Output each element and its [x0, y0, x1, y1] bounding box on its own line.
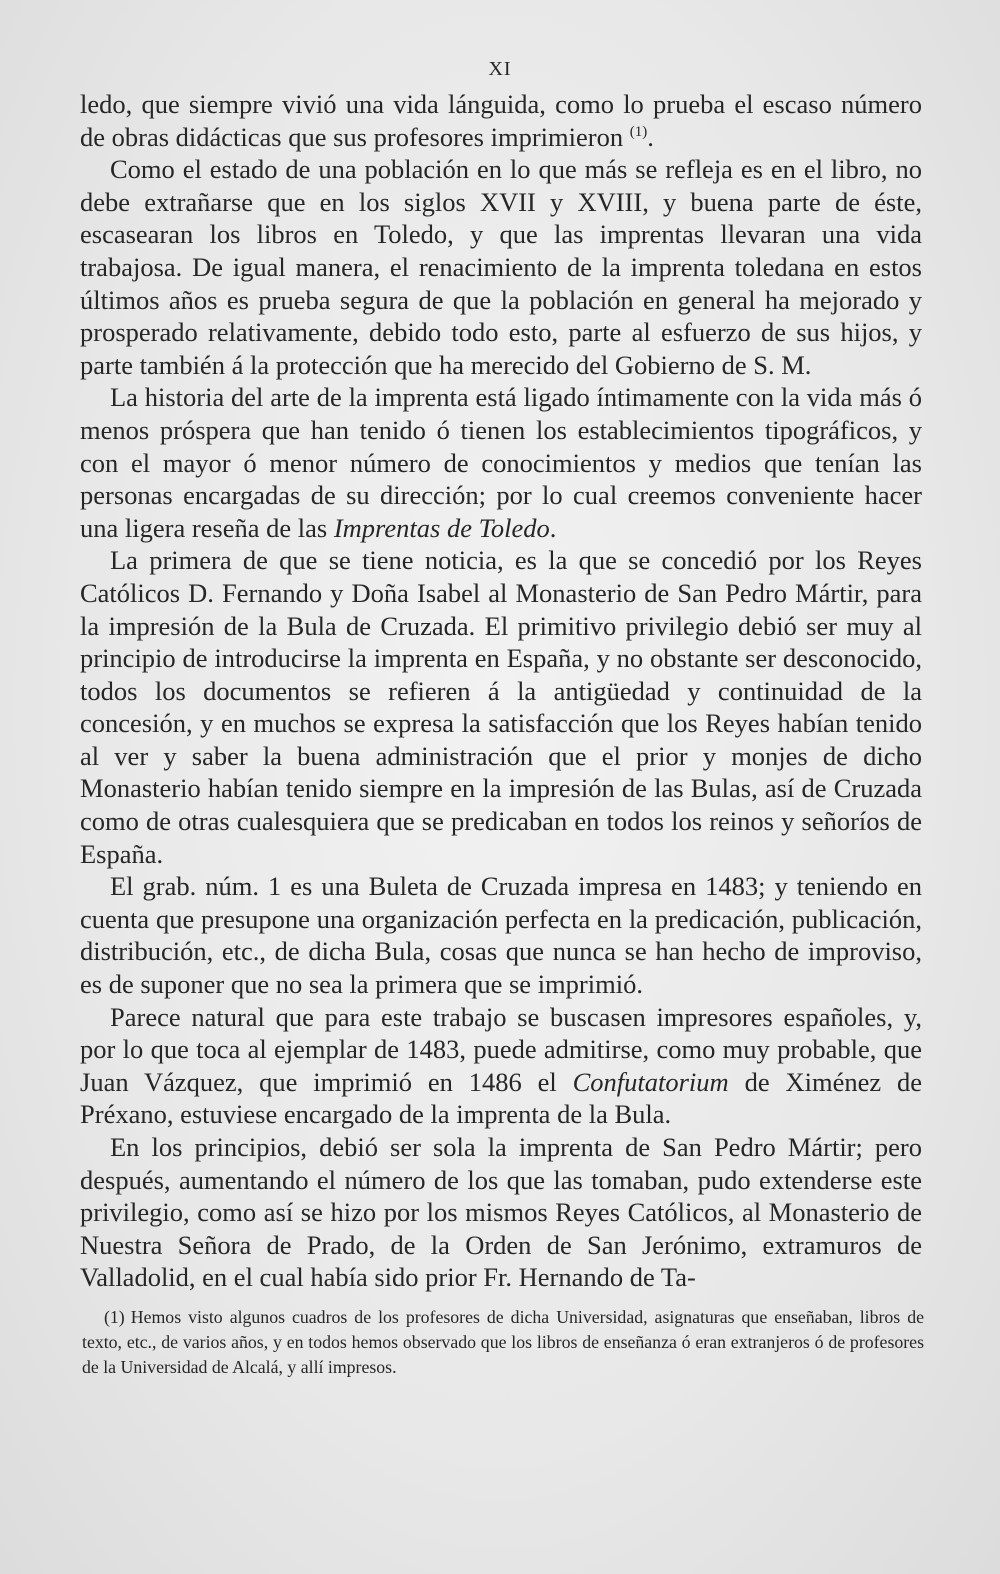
paragraph-1-text: ledo, que siempre vivió una vida lánguida, como lo prueba el escaso número de obras didácticas que sus profesores imprimieron [80, 89, 922, 152]
paragraph-3-text: La historia del arte de la imprenta está ligado íntimamente con la vida más ó menos próspera que han tenido ó tienen los establecimientos tipográficos, y con el mayor ó menor número de conocimientos y medios que tenían las personas encargadas de su dirección; por lo cual creemos conveniente hacer una ligera reseña de las [80, 382, 922, 543]
body-text [80, 88, 922, 1294]
paragraph-7: En los principios, debió ser sola la imprenta de San Pedro Mártir; pero después, aumentando el número de los que las tomaban, pudo extenderse este privilegio, como así se hizo por los mismos Reyes Católicos, al Monasterio de Nuestra Señora de Prado, de la Orden de San Jerónimo, extramuros de Valladolid, en el cual había sido prior Fr. Hernando de Ta- [80, 1132, 922, 1293]
paragraph-1-end: . [647, 121, 654, 152]
paragraph-5: El grab. núm. 1 es una Buleta de Cruzada impresa en 1483; y teniendo en cuenta que presupone una organización perfecta en la predicación, publicación, distribución, etc., de dicha Bula, cosas que nunca se han hecho de improviso, es de suponer que no sea la primera que se imprimió. [80, 871, 922, 1000]
footnote [82, 1305, 924, 1380]
paragraph-2: Como el estado de una población en lo que más se refleja es en el libro, no debe extrañarse que en los siglos XVII y XVIII, y buena parte de éste, escasearan los libros en Toledo, y que las imprentas llevaran una vida trabajosa. De igual manera, el renacimiento de la imprenta toledana en estos últimos años es prueba segura de que la población en general ha mejorado y prosperado relativamente, debido todo esto, parte al esfuerzo de sus hijos, y parte también á la protección que ha merecido del Gobierno de S. M. [80, 154, 922, 380]
paragraph-4: La primera de que se tiene noticia, es la que se concedió por los Reyes Católicos D. Fernando y Doña Isabel al Monasterio de San Pedro Mártir, para la impresión de la Bula de Cruzada. El primitivo privilegio debió ser muy al principio de introducirse la imprenta en España, y no obstante ser desconocido, todos los documentos se refieren á la antigüedad y continuidad de la concesión, y en muchos se expresa la satisfacción que los Reyes habían tenido al ver y saber la buena administración que el prior y monjes de dicho Monasterio habían tenido siempre en la impresión de las Bulas, así de Cruzada como de otras cualesquiera que se predicaban en todos los reinos y señoríos de España. [80, 545, 922, 869]
footnote-mark: (1) [104, 1307, 125, 1327]
paragraph-1 [80, 88, 922, 153]
paragraph-6-end: de Ximénez de Préxano, estuviese encargado de la imprenta de la Bula. [80, 1066, 923, 1130]
footnote-text: Hemos visto algunos cuadros de los profesores de dicha Universidad, asignaturas que enseñaban, libros de texto, etc., de varios años, y en todos hemos observado que los libros de enseñanza ó eran extranjeros ó de profesores de la Universidad de Alcalá, y allí impresos. [82, 1307, 924, 1377]
paragraph-3 [80, 381, 922, 544]
paragraph-6 [80, 1001, 922, 1131]
page-number: XI [488, 58, 512, 80]
paragraph-3-end: . [549, 512, 557, 543]
paragraph-6-italic-title: Confutatorium [572, 1066, 729, 1097]
paragraph-3-italic-title: Imprentas de Toledo [333, 512, 550, 543]
footnote-reference[interactable]: (1) [629, 123, 648, 140]
paragraph-6-text: Parece natural que para este trabajo se buscasen impresores españoles, y, por lo que toca al ejemplar de 1483, puede admitirse, como muy probable, que Juan Vázquez, que imprimió en 1486 el [80, 1001, 922, 1097]
